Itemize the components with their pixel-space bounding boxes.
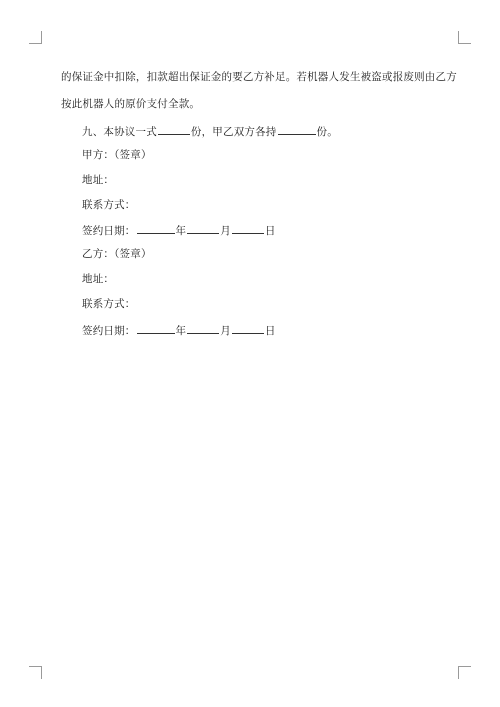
party-a-contact: 联系方式：: [82, 199, 136, 211]
party-b-signing-date: [82, 322, 276, 338]
clause-nine-text-a: 九、本协议一式: [82, 126, 157, 138]
party-a-signing-date: [82, 222, 276, 238]
party-a-month-label: 月: [220, 225, 231, 237]
party-b-contact: 联系方式：: [82, 298, 136, 310]
clause-nine-text-b: 份，甲乙双方各持: [190, 126, 277, 138]
party-b-label: 乙方：（签章）: [82, 248, 152, 260]
party-a-month-blank: [187, 222, 219, 234]
party-b-year-blank: [137, 322, 175, 334]
party-a-date-label: 签约日期：: [82, 225, 136, 237]
paragraph-line-2: 按此机器人的原价支付全款。: [61, 98, 201, 110]
party-a-year-blank: [137, 222, 175, 234]
party-b-month-label: 月: [220, 325, 231, 337]
crop-mark-bottom-right: [458, 666, 471, 679]
party-b-day-label: 日: [264, 325, 276, 337]
crop-mark-top-right: [458, 31, 471, 44]
crop-mark-top-left: [29, 31, 42, 44]
party-a-address: 地址：: [82, 174, 115, 186]
clause-nine-text-c: 份。: [316, 126, 338, 138]
party-a-day-blank: [232, 222, 264, 234]
clause-nine: [82, 123, 338, 139]
paragraph-line-1: 的保证金中扣除，扣款超出保证金的要乙方补足。若机器人发生被盗或报废则由乙方: [61, 71, 457, 83]
copies-each-blank: [278, 123, 316, 135]
party-b-address: 地址：: [82, 273, 115, 285]
crop-mark-bottom-left: [29, 666, 42, 679]
party-a-year-label: 年: [175, 225, 187, 237]
party-b-year-label: 年: [175, 325, 187, 337]
copies-total-blank: [158, 123, 190, 135]
party-b-date-label: 签约日期：: [82, 325, 136, 337]
party-a-label: 甲方：（签章）: [82, 149, 152, 161]
party-b-month-blank: [187, 322, 219, 334]
party-b-day-blank: [232, 322, 264, 334]
party-a-day-label: 日: [264, 225, 276, 237]
